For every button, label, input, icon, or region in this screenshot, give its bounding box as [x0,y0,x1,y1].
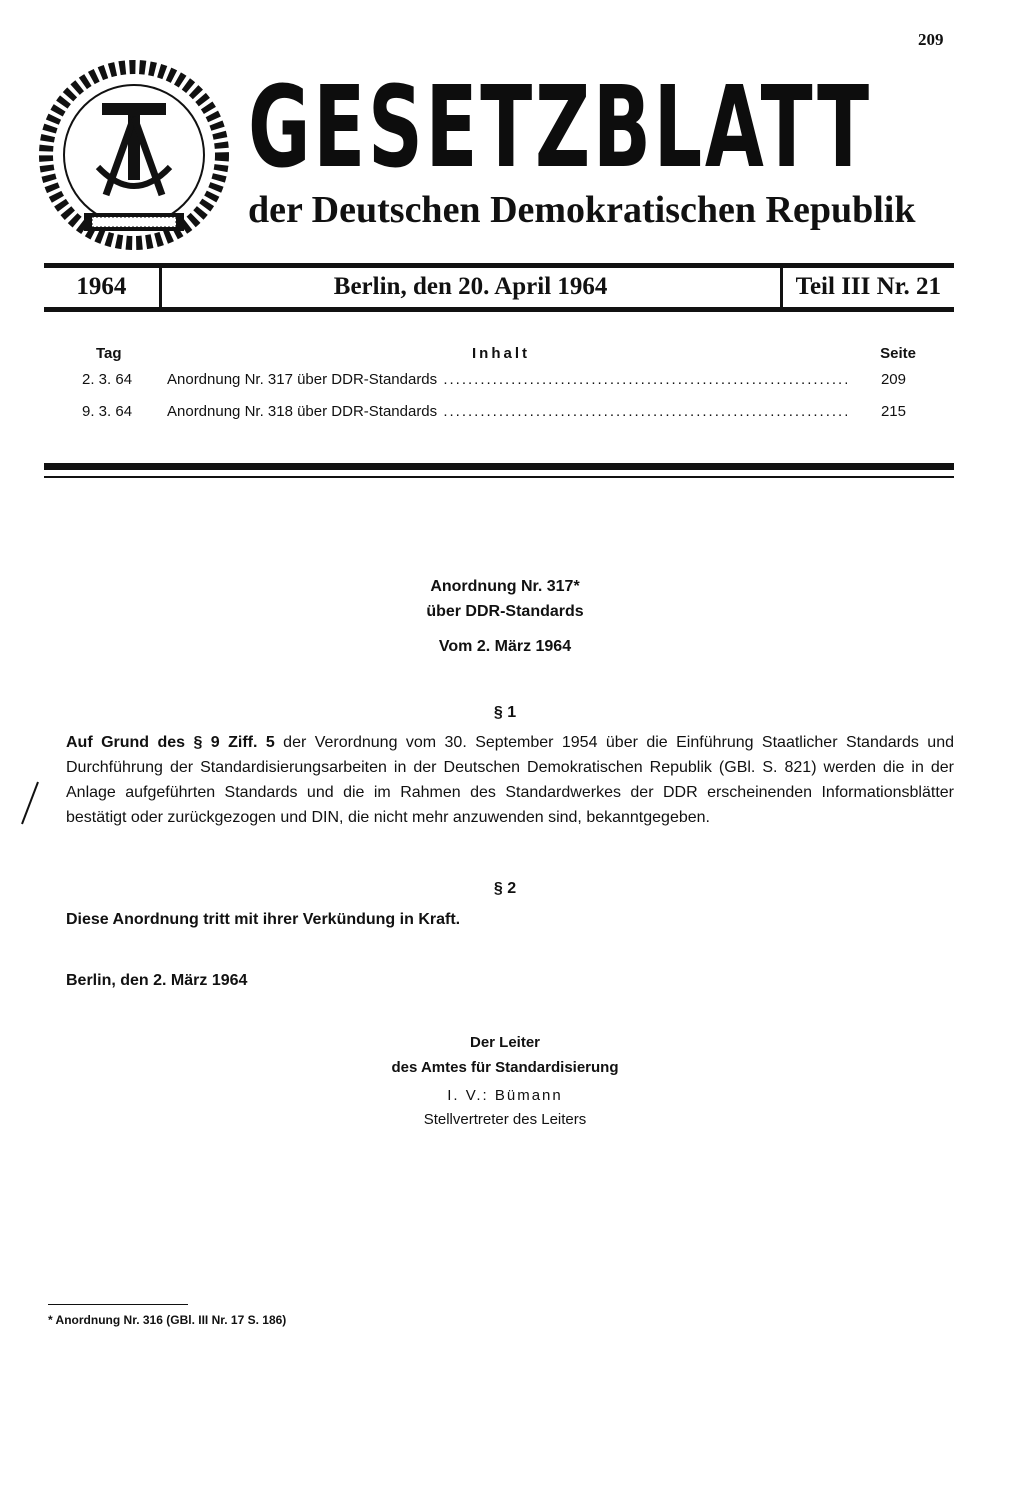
masthead-subtitle: der Deutschen Demokratischen Republik [248,189,916,231]
toc-row-page: 209 [880,371,906,388]
signature-line2: des Amtes für Standardisierung [391,1059,619,1076]
toc-col-day: Tag [96,345,122,362]
section1-paragraph [66,730,954,830]
issue-part-number: Teil III Nr. 21 [795,273,941,300]
toc-row-title: Anordnung Nr. 317 über DDR-Standards ..... [167,371,847,388]
footnote-rule [48,1304,188,1305]
toc-row-page: 215 [880,403,906,420]
issue-place-date: Berlin, den 20. April 1964 [162,267,783,307]
section1-text: der Verordnung vom 30. September 1954 über die Einführung Staatlicher Standards und Durchführung der Standardisierungsarbeiten in der Deutschen Demokratischen Republik (GBl. S. 821) werden die in der Anlage aufgeführten Standards und die im Rahmen des Standardwerkes der DDR erscheinenden Informationsblätter bestätigt oder zurückgezogen und DIN, die nicht mehr anzuwenden sind, bekanntgegeben. [66,734,954,826]
signature-line3: I. V.: Bümann [447,1087,563,1104]
table-of-contents [44,345,954,435]
issue-year: 1964 [44,267,162,307]
issue-bar-bottom-rule [44,307,954,312]
section2-label: § 2 [493,880,517,897]
ordinance-heading-line2: über DDR-Standards [426,603,584,620]
masthead-title: GESETZBLATT [248,63,872,193]
footnote: * Anordnung Nr. 316 (GBl. III Nr. 17 S. 186) [48,1313,287,1327]
ordinance-heading-line1: Anordnung Nr. 317* [430,578,580,595]
page-number: 209 [918,30,944,49]
ordinance-date: Vom 2. März 1964 [438,638,572,655]
toc-col-content: Inhalt [472,345,530,362]
state-emblem-icon [34,55,234,255]
toc-row [44,371,954,403]
signature-line1: Der Leiter [469,1034,541,1051]
toc-row-title: Anordnung Nr. 318 über DDR-Standards ..... [167,403,847,420]
margin-mark-icon [16,778,46,828]
toc-header [44,345,954,371]
signature-line4: Stellvertreter des Leiters [423,1111,587,1128]
section1-lead: Auf Grund des § 9 Ziff. 5 [66,734,275,751]
toc-fine-rule [44,476,954,478]
toc-col-page: Seite [880,345,916,362]
signed-place-date: Berlin, den 2. März 1964 [66,972,248,989]
section1-label: § 1 [493,704,517,721]
toc-heavy-rule [44,463,954,470]
issue-bar [44,267,954,307]
toc-row-date: 2. 3. 64 [82,371,133,388]
toc-row [44,403,954,435]
toc-row-date: 9. 3. 64 [82,403,133,420]
section2-paragraph: Diese Anordnung tritt mit ihrer Verkündung in Kraft. [66,911,461,928]
